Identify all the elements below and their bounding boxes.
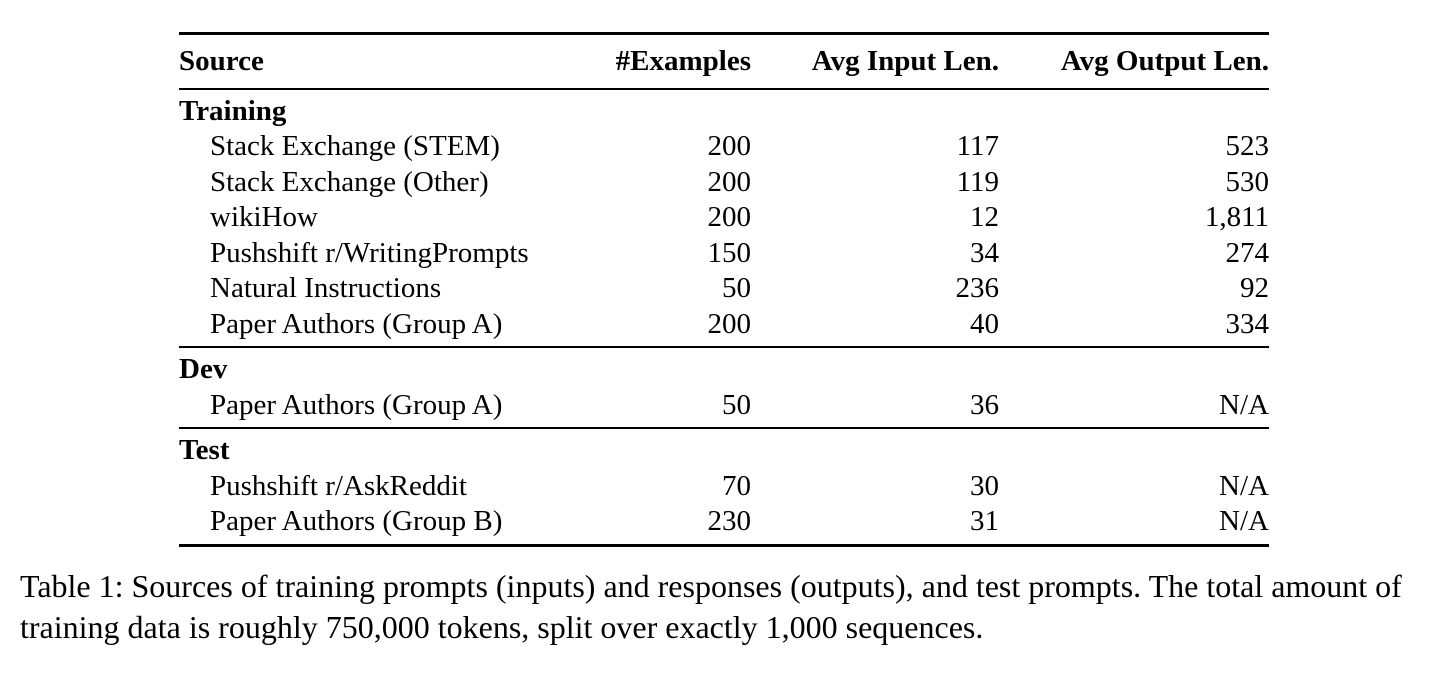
row-avg-input: 30 [970,469,999,502]
dev-section [179,347,1269,428]
test-section [179,428,1269,545]
row-avg-input: 119 [956,165,999,198]
section-label-training: Training [179,94,287,127]
section-label-row [179,428,1269,469]
row-avg-input: 117 [956,130,999,162]
row-avg-output: 92 [1240,272,1269,304]
row-examples: 200 [707,307,751,340]
row-avg-output: N/A [1219,469,1269,502]
row-avg-input: 36 [970,388,999,421]
header-avg-input-len: Avg Input Len. [811,45,999,77]
row-examples: 200 [707,201,751,233]
row-examples: 50 [722,272,751,304]
row-avg-input: 12 [970,201,999,233]
data-sources-table [179,32,1269,547]
row-examples: 50 [722,388,751,421]
row-avg-output: 1,811 [1204,201,1269,233]
row-examples: 200 [707,130,751,162]
row-avg-input: 31 [970,505,999,537]
row-source: wikiHow [210,201,318,233]
section-label-test: Test [179,434,230,466]
table-row [179,307,1269,348]
row-source: Stack Exchange (STEM) [210,130,500,162]
row-avg-output: 530 [1225,165,1269,198]
table-row [179,469,1269,505]
table-row [179,200,1269,236]
section-label-row [179,89,1269,130]
table-row [179,388,1269,429]
table-row [179,129,1269,165]
training-section [179,89,1269,348]
header-examples: #Examples [615,45,751,77]
row-avg-output: 274 [1225,236,1269,269]
row-source: Pushshift r/WritingPrompts [210,236,529,269]
row-avg-output: N/A [1219,505,1269,537]
row-source: Natural Instructions [210,272,442,304]
header-source: Source [179,45,264,77]
table-caption: Table 1: Sources of training prompts (inputs) and responses (outputs), and test prompts. The total amount of training data is roughly 750,000 tokens, split over exactly 1,000 sequences. [20,568,1402,645]
row-source: Pushshift r/AskReddit [210,469,467,502]
section-label-dev: Dev [179,353,228,385]
table-container [179,32,1269,547]
table-row [179,236,1269,272]
row-source: Stack Exchange (Other) [210,165,489,198]
table-header [179,34,1269,89]
table-row [179,165,1269,201]
row-examples: 70 [722,469,751,502]
row-avg-output: N/A [1219,388,1269,421]
table-row [179,271,1269,307]
row-examples: 200 [707,165,751,198]
section-label-row [179,347,1269,388]
header-avg-output-len: Avg Output Len. [1060,45,1269,77]
row-source: Paper Authors (Group B) [210,505,503,537]
row-avg-output: 523 [1225,130,1269,162]
row-avg-input: 40 [970,307,999,340]
row-avg-output: 334 [1225,307,1269,340]
header-row [179,34,1269,89]
row-avg-input: 236 [955,272,999,304]
row-examples: 150 [707,236,751,269]
row-source: Paper Authors (Group A) [210,388,503,421]
row-examples: 230 [707,505,751,537]
row-avg-input: 34 [970,236,999,269]
row-source: Paper Authors (Group A) [210,307,503,340]
table-row [179,504,1269,545]
